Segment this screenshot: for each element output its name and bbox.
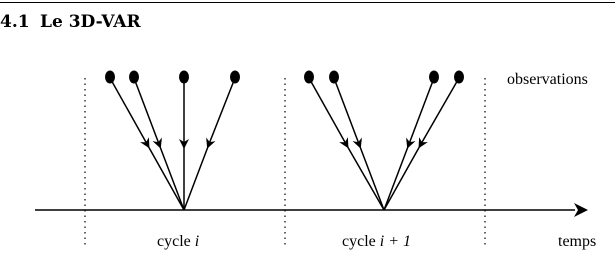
observation-dot — [454, 71, 464, 84]
time-axis-arrowhead — [574, 203, 588, 217]
observation-arrows-cycle-i-plus-1 — [304, 71, 464, 211]
cycle-label-i-plus-1: cycle i + 1 — [342, 233, 411, 250]
observation-dot — [329, 71, 339, 84]
observation-dot — [179, 71, 189, 84]
observation-dot — [105, 71, 115, 84]
observation-arrows-cycle-i — [105, 71, 240, 211]
time-label: temps — [558, 233, 597, 250]
section-number: 4.1 — [0, 12, 30, 32]
observation-dot — [429, 71, 439, 84]
section-title: Le 3D-VAR — [40, 12, 141, 32]
observation-dot — [129, 71, 139, 84]
observation-dot — [304, 71, 314, 84]
observations-label: observations — [507, 71, 588, 88]
cycle-label-i: cycle i — [157, 233, 200, 250]
observation-dot — [230, 71, 240, 84]
